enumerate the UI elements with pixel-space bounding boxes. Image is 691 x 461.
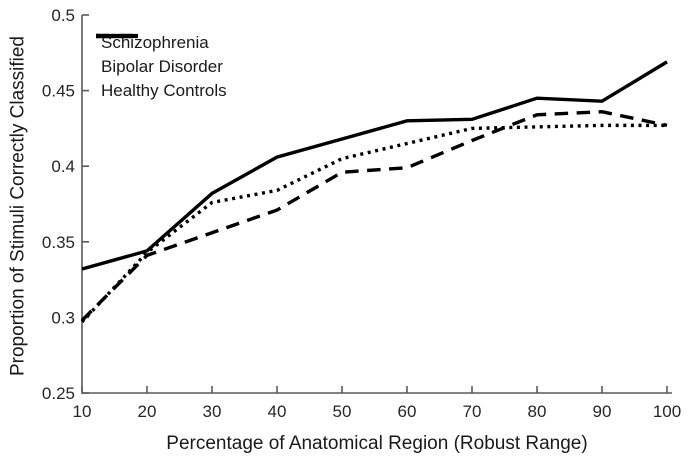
x-tick-label: 40 bbox=[267, 402, 287, 421]
legend-item-healthy-controls bbox=[94, 79, 227, 103]
x-tick-label: 80 bbox=[527, 402, 547, 421]
y-tick-label: 0.25 bbox=[41, 384, 75, 403]
x-tick-label: 70 bbox=[462, 402, 482, 421]
x-tick-label: 100 bbox=[652, 402, 682, 421]
x-tick-label: 20 bbox=[137, 402, 157, 421]
legend-label-healthy-controls: Healthy Controls bbox=[101, 81, 227, 100]
x-axis-title: Percentage of Anatomical Region (Robust Range) bbox=[166, 433, 588, 454]
solid-line-sample-icon bbox=[94, 31, 142, 41]
x-tick-label: 50 bbox=[332, 402, 352, 421]
series-line-schizophrenia bbox=[82, 125, 667, 322]
legend-item-bipolar-disorder bbox=[94, 55, 227, 79]
y-tick-label: 0.5 bbox=[51, 6, 75, 25]
y-tick-label: 0.45 bbox=[41, 81, 75, 101]
y-tick-label: 0.35 bbox=[41, 232, 75, 252]
x-tick-label: 10 bbox=[72, 402, 92, 421]
x-tick-label: 90 bbox=[592, 402, 612, 421]
y-tick-label: 0.3 bbox=[51, 308, 75, 328]
y-axis-title: Proportion of Stimuli Correctly Classified bbox=[7, 36, 29, 377]
x-tick-label: 60 bbox=[397, 402, 417, 421]
series-line-bipolar-disorder bbox=[82, 112, 667, 321]
x-tick-label: 30 bbox=[202, 402, 222, 421]
y-tick-label: 0.4 bbox=[51, 157, 75, 177]
legend bbox=[94, 31, 227, 103]
legend-label-schizophrenia: Schizophrenia bbox=[101, 33, 209, 52]
legend-label-bipolar-disorder: Bipolar Disorder bbox=[101, 57, 223, 76]
